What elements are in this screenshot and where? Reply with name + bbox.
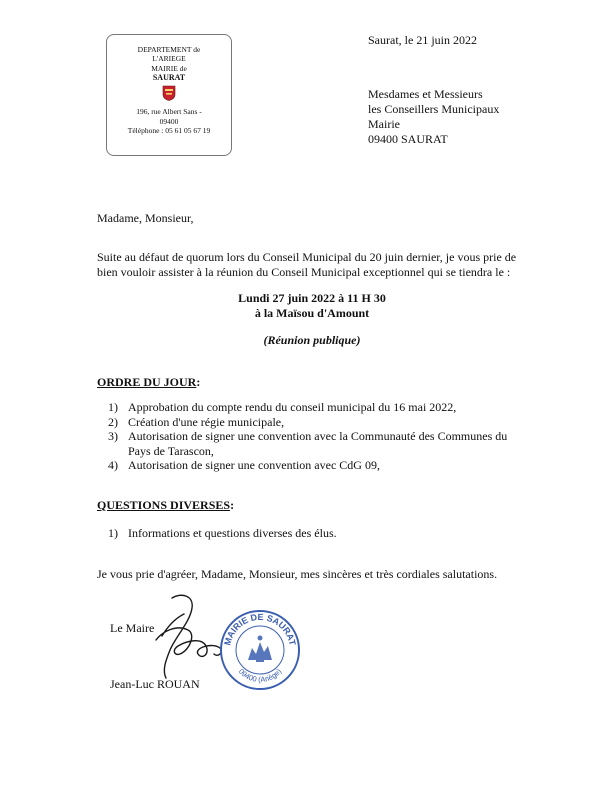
agenda-heading-row [97,375,200,390]
agenda-item-text: Création d'une régie municipale, [128,414,285,429]
crest-icon [162,85,176,101]
mairie-stamp [218,608,302,692]
signatory-name: Jean-Luc ROUAN [110,677,200,691]
stamp-emblem-icon [248,636,272,663]
letterhead-mairie: MAIRIE de [151,63,187,73]
letterhead-address-line1: 196, rue Albert Sans - [136,107,202,117]
closing-salutation: Je vous prie d'agréer, Madame, Monsieur, mes sincères et très cordiales salutations. [97,567,498,581]
meeting-block [97,291,527,321]
agenda-item-text: Autorisation de signer une convention avec la Communauté des Communes du Pays de Tarascon, [128,429,508,458]
stamp-top-text: MAIRIE DE SAURAT [222,611,298,647]
handwritten-signature [132,592,232,682]
recipient-line4: 09400 SAURAT [368,132,448,146]
questions-list [108,526,528,541]
meeting-note: (Réunion publique) [263,333,361,347]
svg-text:09400 (Ariège) [237,667,284,684]
agenda-item-number: 3) [108,429,118,443]
agenda-heading: ORDRE DU JOUR [97,375,197,389]
svg-text:MAIRIE DE SAURAT [222,612,297,647]
intro-paragraph: Suite au défaut de quorum lors du Conseil Municipal du 20 juin dernier, je vous prie de bien vouloir assister à la réunion du Conseil Municipal exceptionnel qui se tiendra le : [97,250,517,279]
questions-heading: QUESTIONS DIVERSES [97,498,231,512]
questions-heading-row [97,498,234,513]
recipient-line2: les Conseillers Municipaux [368,102,500,116]
agenda-item-text: Autorisation de signer une convention avec CdG 09, [128,458,380,472]
meeting-date: Lundi 27 juin 2022 à 11 H 30 [238,291,386,305]
letterhead-phone: Téléphone : 05 61 05 67 19 [127,125,211,135]
questions-item [108,526,528,541]
agenda-item [108,400,528,415]
questions-item-number: 1) [108,526,118,540]
agenda-item-number: 4) [108,458,118,472]
questions-heading-colon: : [230,498,235,512]
signatory-title: Le Maire [110,621,155,635]
agenda-heading-colon: : [196,375,201,389]
agenda-item [108,429,528,458]
letterhead-town: SAURAT [152,73,186,83]
recipient-line3: Mairie [368,117,400,131]
agenda-item-number: 1) [108,400,118,414]
recipient-line1: Mesdames et Messieurs [368,87,483,101]
stamp-bottom-text: 09400 (Ariège) [236,666,284,685]
letterhead [106,34,232,156]
agenda-list [108,400,528,473]
agenda-item-text: Approbation du compte rendu du conseil municipal du 16 mai 2022, [128,400,457,414]
letterhead-dept-line1: DEPARTEMENT de [137,45,201,54]
recipient-block [368,87,499,147]
questions-item-text: Informations et questions diverses des élus. [128,526,337,540]
meeting-place: à la Maïsou d'Amount [254,306,370,320]
greeting: Madame, Monsieur, [97,211,194,225]
letter-date: Saurat, le 21 juin 2022 [368,33,477,47]
letterhead-address-line2: 09400 [159,116,179,126]
agenda-item-number: 2) [108,414,118,429]
agenda-item [108,458,528,473]
agenda-item [108,415,528,430]
letterhead-dept-line2: L'ARIEGE [152,54,186,64]
